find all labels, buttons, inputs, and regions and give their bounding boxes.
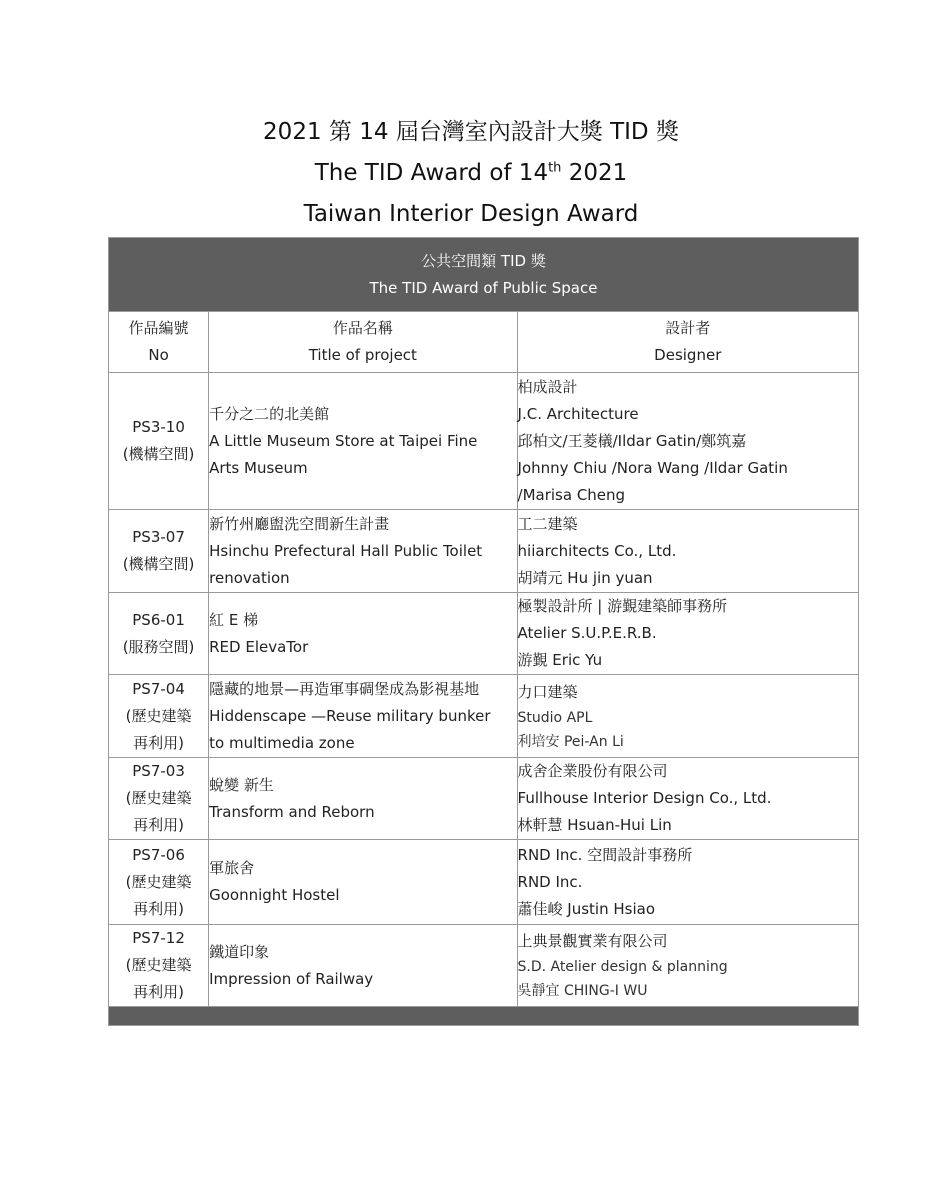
- designer-line: 利培安 Pei-An Li: [517, 733, 624, 750]
- designer-line: Atelier S.U.P.E.R.B.: [517, 624, 657, 642]
- project-title-line: renovation: [209, 568, 290, 587]
- designer-line: 柏成設計: [517, 377, 578, 396]
- cell-designer: [517, 675, 858, 758]
- project-title-line: 軍旅舍: [209, 859, 255, 877]
- cell-title: [209, 758, 517, 840]
- project-type: (歷史建築: [125, 789, 192, 807]
- cell-title: [209, 373, 517, 510]
- title-line-1: 2021 第 14 屆台灣室內設計大獎 TID 獎: [263, 119, 679, 145]
- cell-number: [109, 758, 209, 840]
- project-title-line: 新竹州廳盥洗空間新生計畫: [209, 514, 390, 533]
- cell-number: [109, 593, 209, 675]
- cell-number: [109, 675, 209, 758]
- project-type: (歷史建築: [125, 706, 192, 725]
- designer-line: 吳靜宜 CHING-I WU: [517, 983, 648, 999]
- project-title-line: Hsinchu Prefectural Hall Public Toilet: [209, 541, 483, 560]
- table-body: [109, 373, 859, 1007]
- title-line-3: Taiwan Interior Design Award: [303, 201, 639, 227]
- designer-line: S.D. Atelier design & planning: [517, 959, 728, 975]
- project-type: (歷史建築: [125, 872, 192, 891]
- column-header-row: [109, 312, 859, 373]
- project-title-line: 紅 E 梯: [209, 610, 259, 629]
- project-title-line: to multimedia zone: [209, 733, 355, 752]
- project-type: (服務空間): [122, 637, 195, 656]
- cell-title: [209, 840, 517, 925]
- project-type: 再利用): [133, 733, 184, 752]
- column-header-no-en: No: [148, 346, 169, 364]
- project-title-line: Hiddenscape —Reuse military bunker: [209, 706, 491, 725]
- cell-number: [109, 510, 209, 593]
- cell-title: [209, 675, 517, 758]
- column-header-title-en: Title of project: [308, 346, 417, 364]
- title-line-2-year: 2021: [561, 160, 628, 186]
- column-header-title: [209, 312, 517, 373]
- project-title-line: 千分之二的北美館: [209, 404, 330, 423]
- cell-designer: [517, 373, 858, 510]
- column-header-no: [109, 312, 209, 373]
- project-type: 再利用): [133, 816, 184, 834]
- project-number: PS3-07: [132, 528, 185, 546]
- table-row: [109, 373, 859, 510]
- cell-designer: [517, 593, 858, 675]
- designer-line: 邱柏文/王菱檥/Ildar Gatin/鄭筑嘉: [517, 431, 747, 450]
- project-number: PS3-10: [132, 418, 185, 436]
- project-title-line: 隱藏的地景—再造軍事碉堡成為影視基地: [209, 679, 480, 698]
- column-header-designer-en: Designer: [654, 346, 722, 364]
- designer-line: RND Inc.: [517, 872, 583, 891]
- column-header-no-zh: 作品編號: [128, 319, 189, 337]
- column-header-designer: [517, 312, 858, 373]
- table-row: [109, 758, 859, 840]
- designer-line: 力口建築: [517, 682, 578, 701]
- project-number: PS7-12: [132, 929, 185, 947]
- table-row: [109, 925, 859, 1007]
- designer-line: 胡靖元 Hu jin yuan: [517, 568, 653, 587]
- cell-number: [109, 925, 209, 1007]
- designer-line: Johnny Chiu /Nora Wang /Ildar Gatin: [517, 458, 788, 477]
- project-type: (機構空間): [122, 445, 195, 463]
- cell-number: [109, 840, 209, 925]
- project-type: 再利用): [133, 899, 184, 918]
- column-header-title-zh: 作品名稱: [332, 319, 393, 337]
- designer-line: RND Inc. 空間設計事務所: [517, 845, 693, 864]
- project-type: 再利用): [133, 983, 184, 1001]
- category-header: [109, 238, 859, 312]
- title-line-2-main: The TID Award of 14: [314, 160, 549, 186]
- table-row: [109, 510, 859, 593]
- project-title-line: Impression of Railway: [209, 969, 374, 988]
- designer-line: Fullhouse Interior Design Co., Ltd.: [517, 789, 772, 807]
- cell-designer: [517, 758, 858, 840]
- cell-title: [209, 593, 517, 675]
- project-title-line: A Little Museum Store at Taipei Fine: [209, 431, 478, 450]
- cell-designer: [517, 510, 858, 593]
- document-title: [0, 112, 942, 235]
- project-title-line: 鐵道印象: [209, 942, 270, 961]
- title-line-2-sup: th: [548, 160, 562, 176]
- project-title-line: Goonnight Hostel: [209, 886, 340, 904]
- project-title-line: 蛻變 新生: [209, 775, 274, 794]
- designer-line: 游覲 Eric Yu: [517, 651, 603, 669]
- table-row: [109, 675, 859, 758]
- project-title-line: RED ElevaTor: [209, 637, 309, 656]
- designer-line: Studio APL: [517, 709, 593, 726]
- table-footer-bar: [109, 1007, 859, 1026]
- awards-table: [108, 237, 859, 1026]
- cell-title: [209, 925, 517, 1007]
- project-number: PS7-04: [132, 679, 185, 698]
- category-zh: 公共空間類 TID 獎: [421, 251, 546, 270]
- column-header-designer-zh: 設計者: [665, 319, 711, 337]
- table-row: [109, 593, 859, 675]
- designer-line: hiiarchitects Co., Ltd.: [517, 541, 677, 560]
- category-en: The TID Award of Public Space: [369, 278, 598, 297]
- cell-title: [209, 510, 517, 593]
- table-row: [109, 840, 859, 925]
- title-line-2: [0, 153, 942, 194]
- project-number: PS7-03: [132, 762, 185, 780]
- designer-line: 成舍企業股份有限公司: [517, 762, 668, 780]
- designer-line: 林軒慧 Hsuan-Hui Lin: [517, 816, 672, 834]
- project-type: (歷史建築: [125, 956, 192, 974]
- designer-line: /Marisa Cheng: [517, 485, 626, 504]
- designer-line: 蕭佳峻 Justin Hsiao: [517, 899, 655, 918]
- designer-line: J.C. Architecture: [517, 404, 639, 423]
- project-number: PS6-01: [132, 610, 185, 629]
- designer-line: 極製設計所 | 游覲建築師事務所: [517, 597, 728, 615]
- project-type: (機構空間): [122, 555, 195, 573]
- designer-line: 工二建築: [517, 514, 578, 533]
- designer-line: 上典景觀實業有限公司: [517, 932, 668, 950]
- project-number: PS7-06: [132, 845, 185, 864]
- cell-number: [109, 373, 209, 510]
- project-title-line: Arts Museum: [209, 458, 308, 477]
- cell-designer: [517, 840, 858, 925]
- cell-designer: [517, 925, 858, 1007]
- project-title-line: Transform and Reborn: [209, 802, 375, 821]
